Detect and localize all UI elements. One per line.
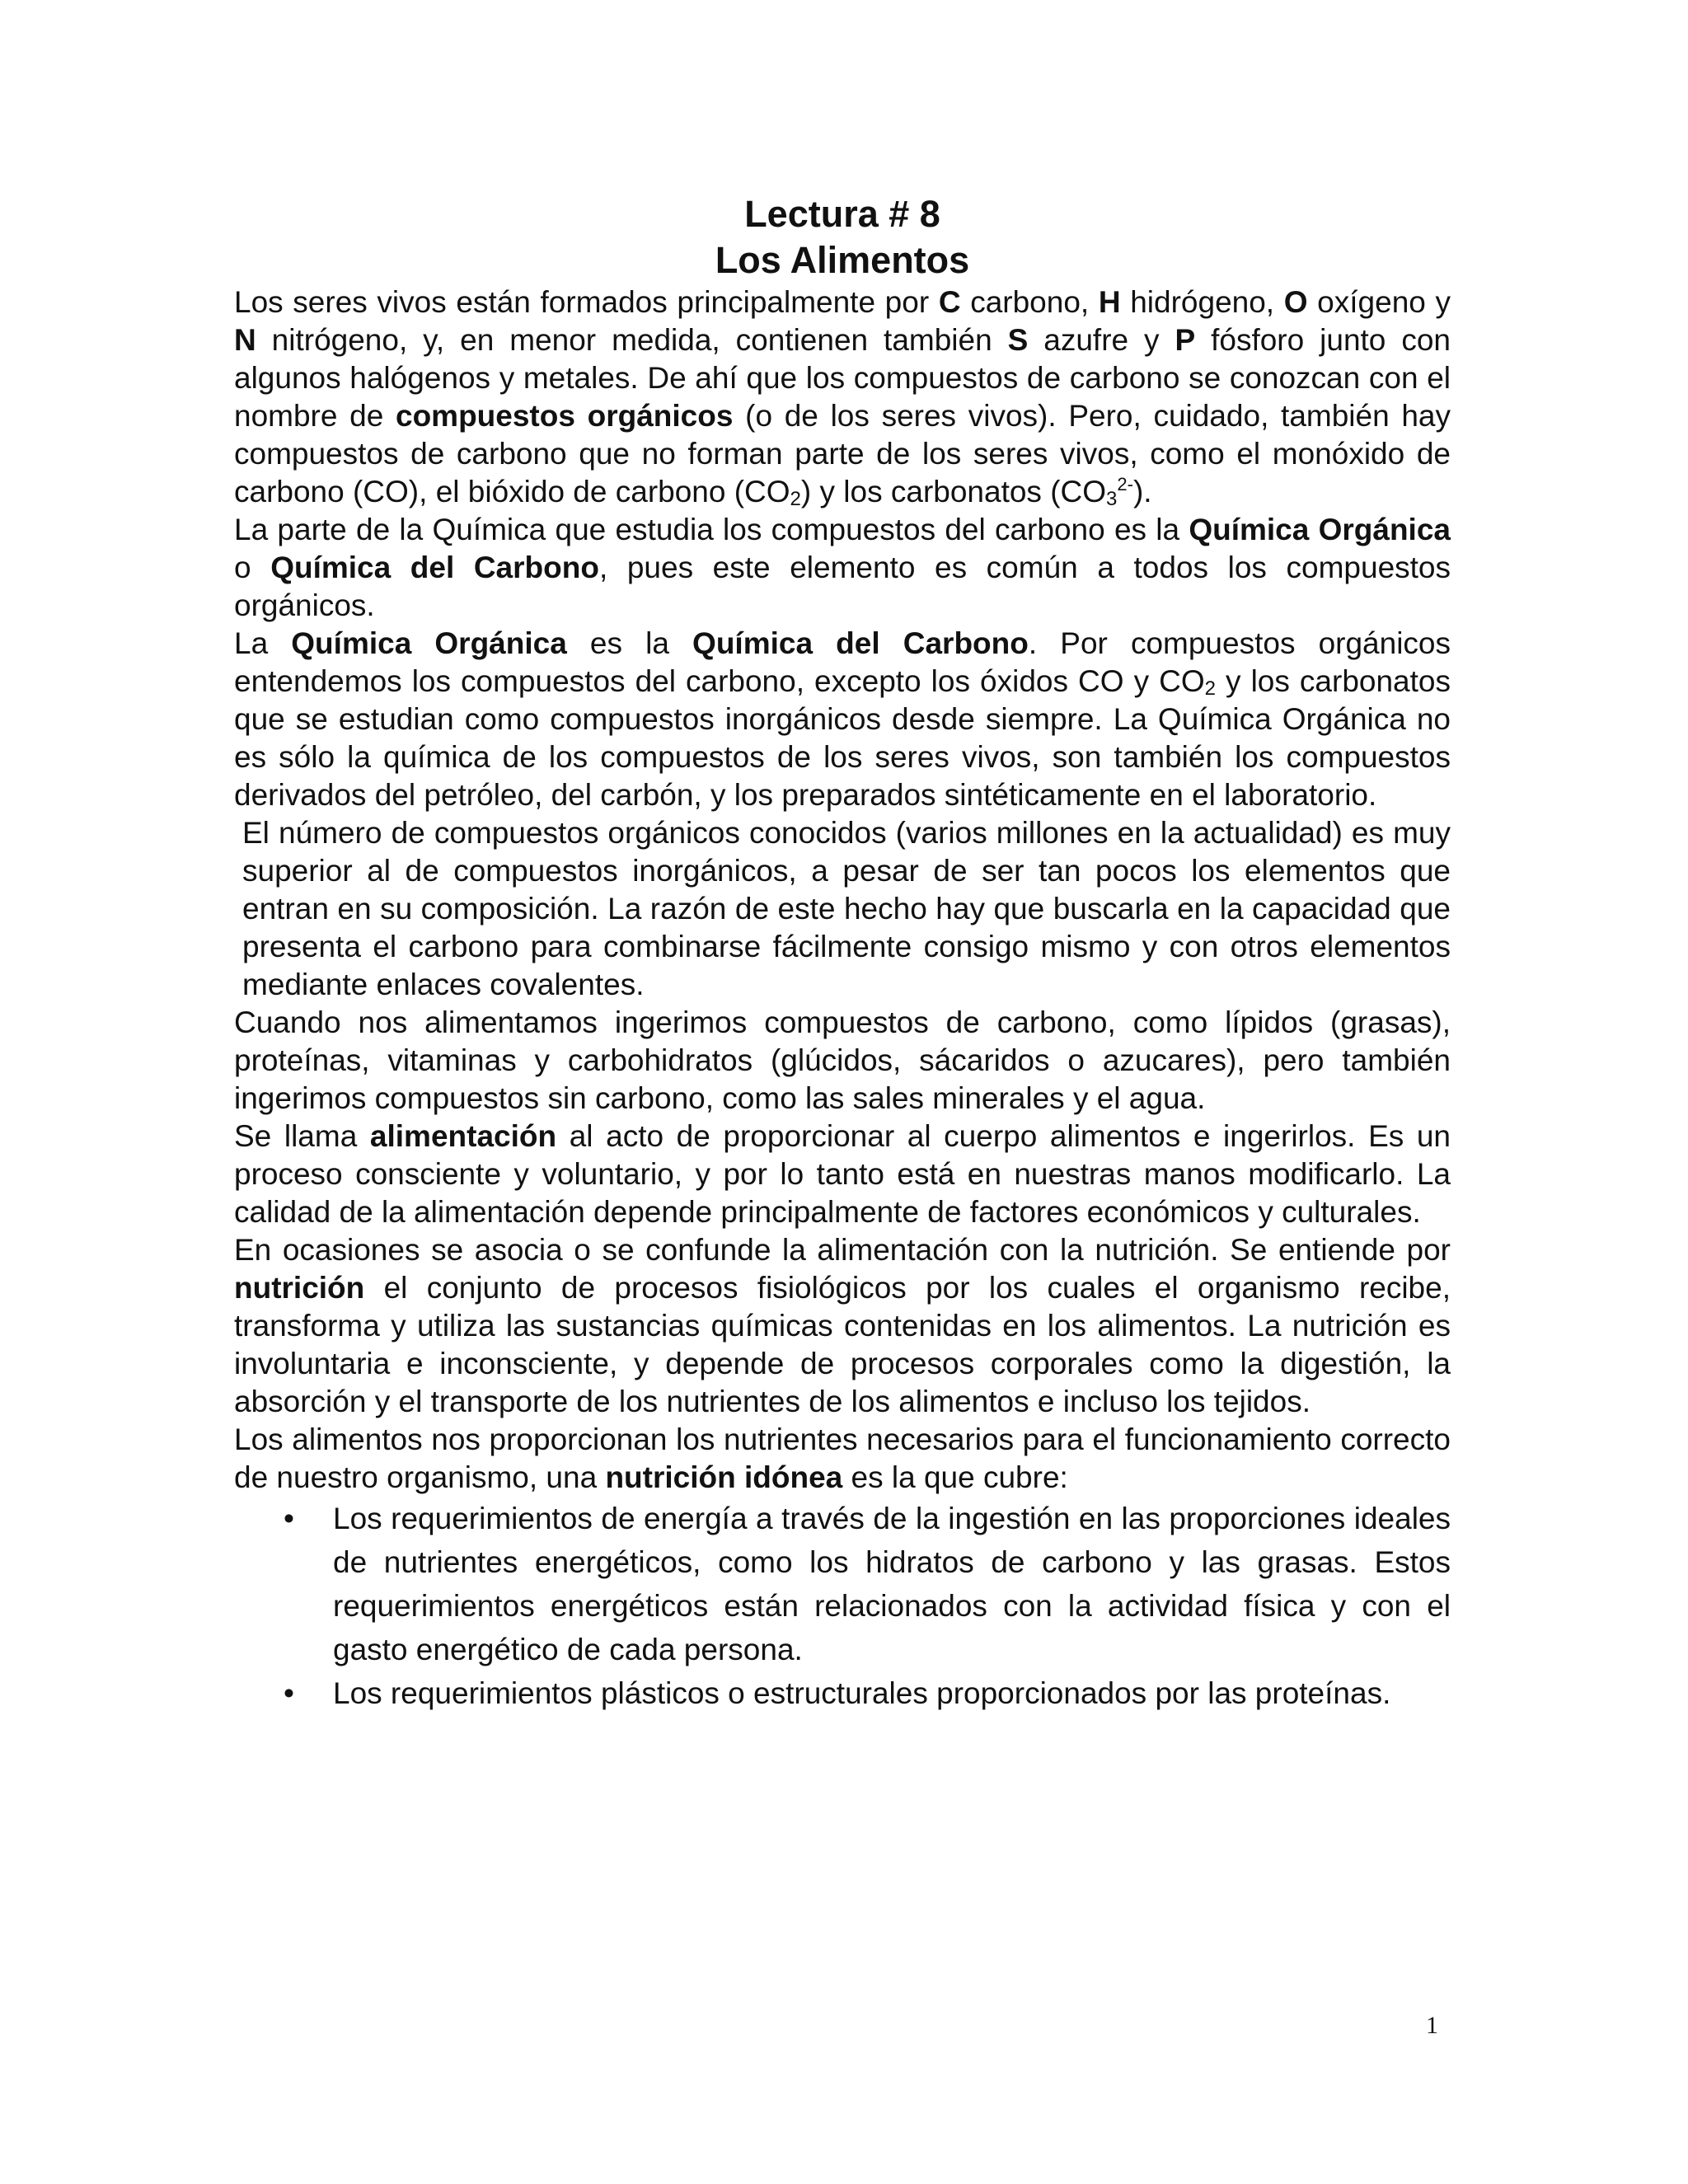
paragraph-alimentation: Se llama alimentación al acto de proporcionar al cuerpo alimentos e ingerirlos. Es un proceso consciente y voluntario, y por lo tanto está en nuestras manos modificarlo. La calidad de la alimentación depende principalmente de factores económicos y culturales. [234, 1119, 1451, 1229]
bullet-icon: • [284, 1502, 294, 1535]
requirements-list [234, 1497, 1451, 1715]
paragraph-nutrients: Cuando nos alimentamos ingerimos compuestos de carbono, como lípidos (grasas), proteínas, vitaminas y carbohidratos (glúcidos, sácaridos o azucares), pero también ingerimos compuestos sin carbono, como las sales minerales y el agua. [234, 1005, 1451, 1115]
paragraph-nutrition: En ocasiones se asocia o se confunde la alimentación con la nutrición. Se entiende por nutrición el conjunto de procesos fisiológicos por los cuales el organismo recibe, transforma y utiliza las sustancias químicas contenidas en los alimentos. La nutrición es involuntaria e inconsciente, y depende de procesos corporales como la digestión, la absorción y el transporte de los nutrientes de los alimentos e incluso los tejidos. [234, 1233, 1451, 1418]
bullet-icon: • [284, 1676, 294, 1710]
paragraph-composition: Los seres vivos están formados principalmente por C carbono, H hidrógeno, O oxígeno y N nitrógeno, y, en menor medida, contienen también S azufre y P fósforo junto con algunos halógenos y metales. De ahí que los compuestos de carbono se conozcan con el nombre de compuestos orgánicos (o de los seres vivos). Pero, cuidado, también hay compuestos de carbono que no forman parte de los seres vivos, como el monóxido de carbono (CO), el bióxido de carbono $(CO_2)$ y los carbonatos $(CO_3^{2-})$. [234, 285, 1451, 510]
paragraph-ideal-nutrition: Los alimentos nos proporcionan los nutrientes necesarios para el funcionamiento correcto de nuestro organismo, una nutrición idónea es la que cubre: [234, 1422, 1451, 1494]
list-item: • Los requerimientos plásticos o estructurales proporcionados por las proteínas. [234, 1671, 1451, 1715]
paragraph-organic-compounds: La Química Orgánica es la Química del Carbono. Por compuestos orgánicos entendemos los compuestos del carbono, excepto los óxidos CO y $CO_2$ y los carbonatos que se estudian como compuestos inorgánicos desde siempre. La Química Orgánica no es sólo la química de los compuestos de los seres vivos, son también los compuestos derivados del petróleo, del carbón, y los preparados sintéticamente en el laboratorio. [234, 626, 1451, 812]
lecture-number-title: Lectura # 8 [744, 193, 940, 235]
paragraph-organic-chemistry: La parte de la Química que estudia los compuestos del carbono es la Química Orgánica o Química del Carbono, pues este elemento es común a todos los compuestos orgánicos. [234, 513, 1451, 622]
paragraph-number-of-compounds: El número de compuestos orgánicos conocidos (varios millones en la actualidad) es muy superior al de compuestos inorgánicos, a pesar de ser tan pocos los elementos que entran en su composición. La razón de este hecho hay que buscarla en la capacidad que presenta el carbono para combinarse fácilmente consigo mismo y con otros elementos mediante enlaces covalentes. [242, 816, 1451, 1001]
document-page [234, 191, 1451, 1715]
lecture-topic-title: Los Alimentos [715, 239, 970, 281]
page-number: 1 [1426, 2012, 1438, 2039]
list-item: • Los requerimientos de energía a través de la ingestión en las proporciones ideales de nutrientes energéticos, como los hidratos de carbono y las grasas. Estos requerimientos energéticos están relacionados con la actividad física y con el gasto energético de cada persona. [234, 1497, 1451, 1671]
